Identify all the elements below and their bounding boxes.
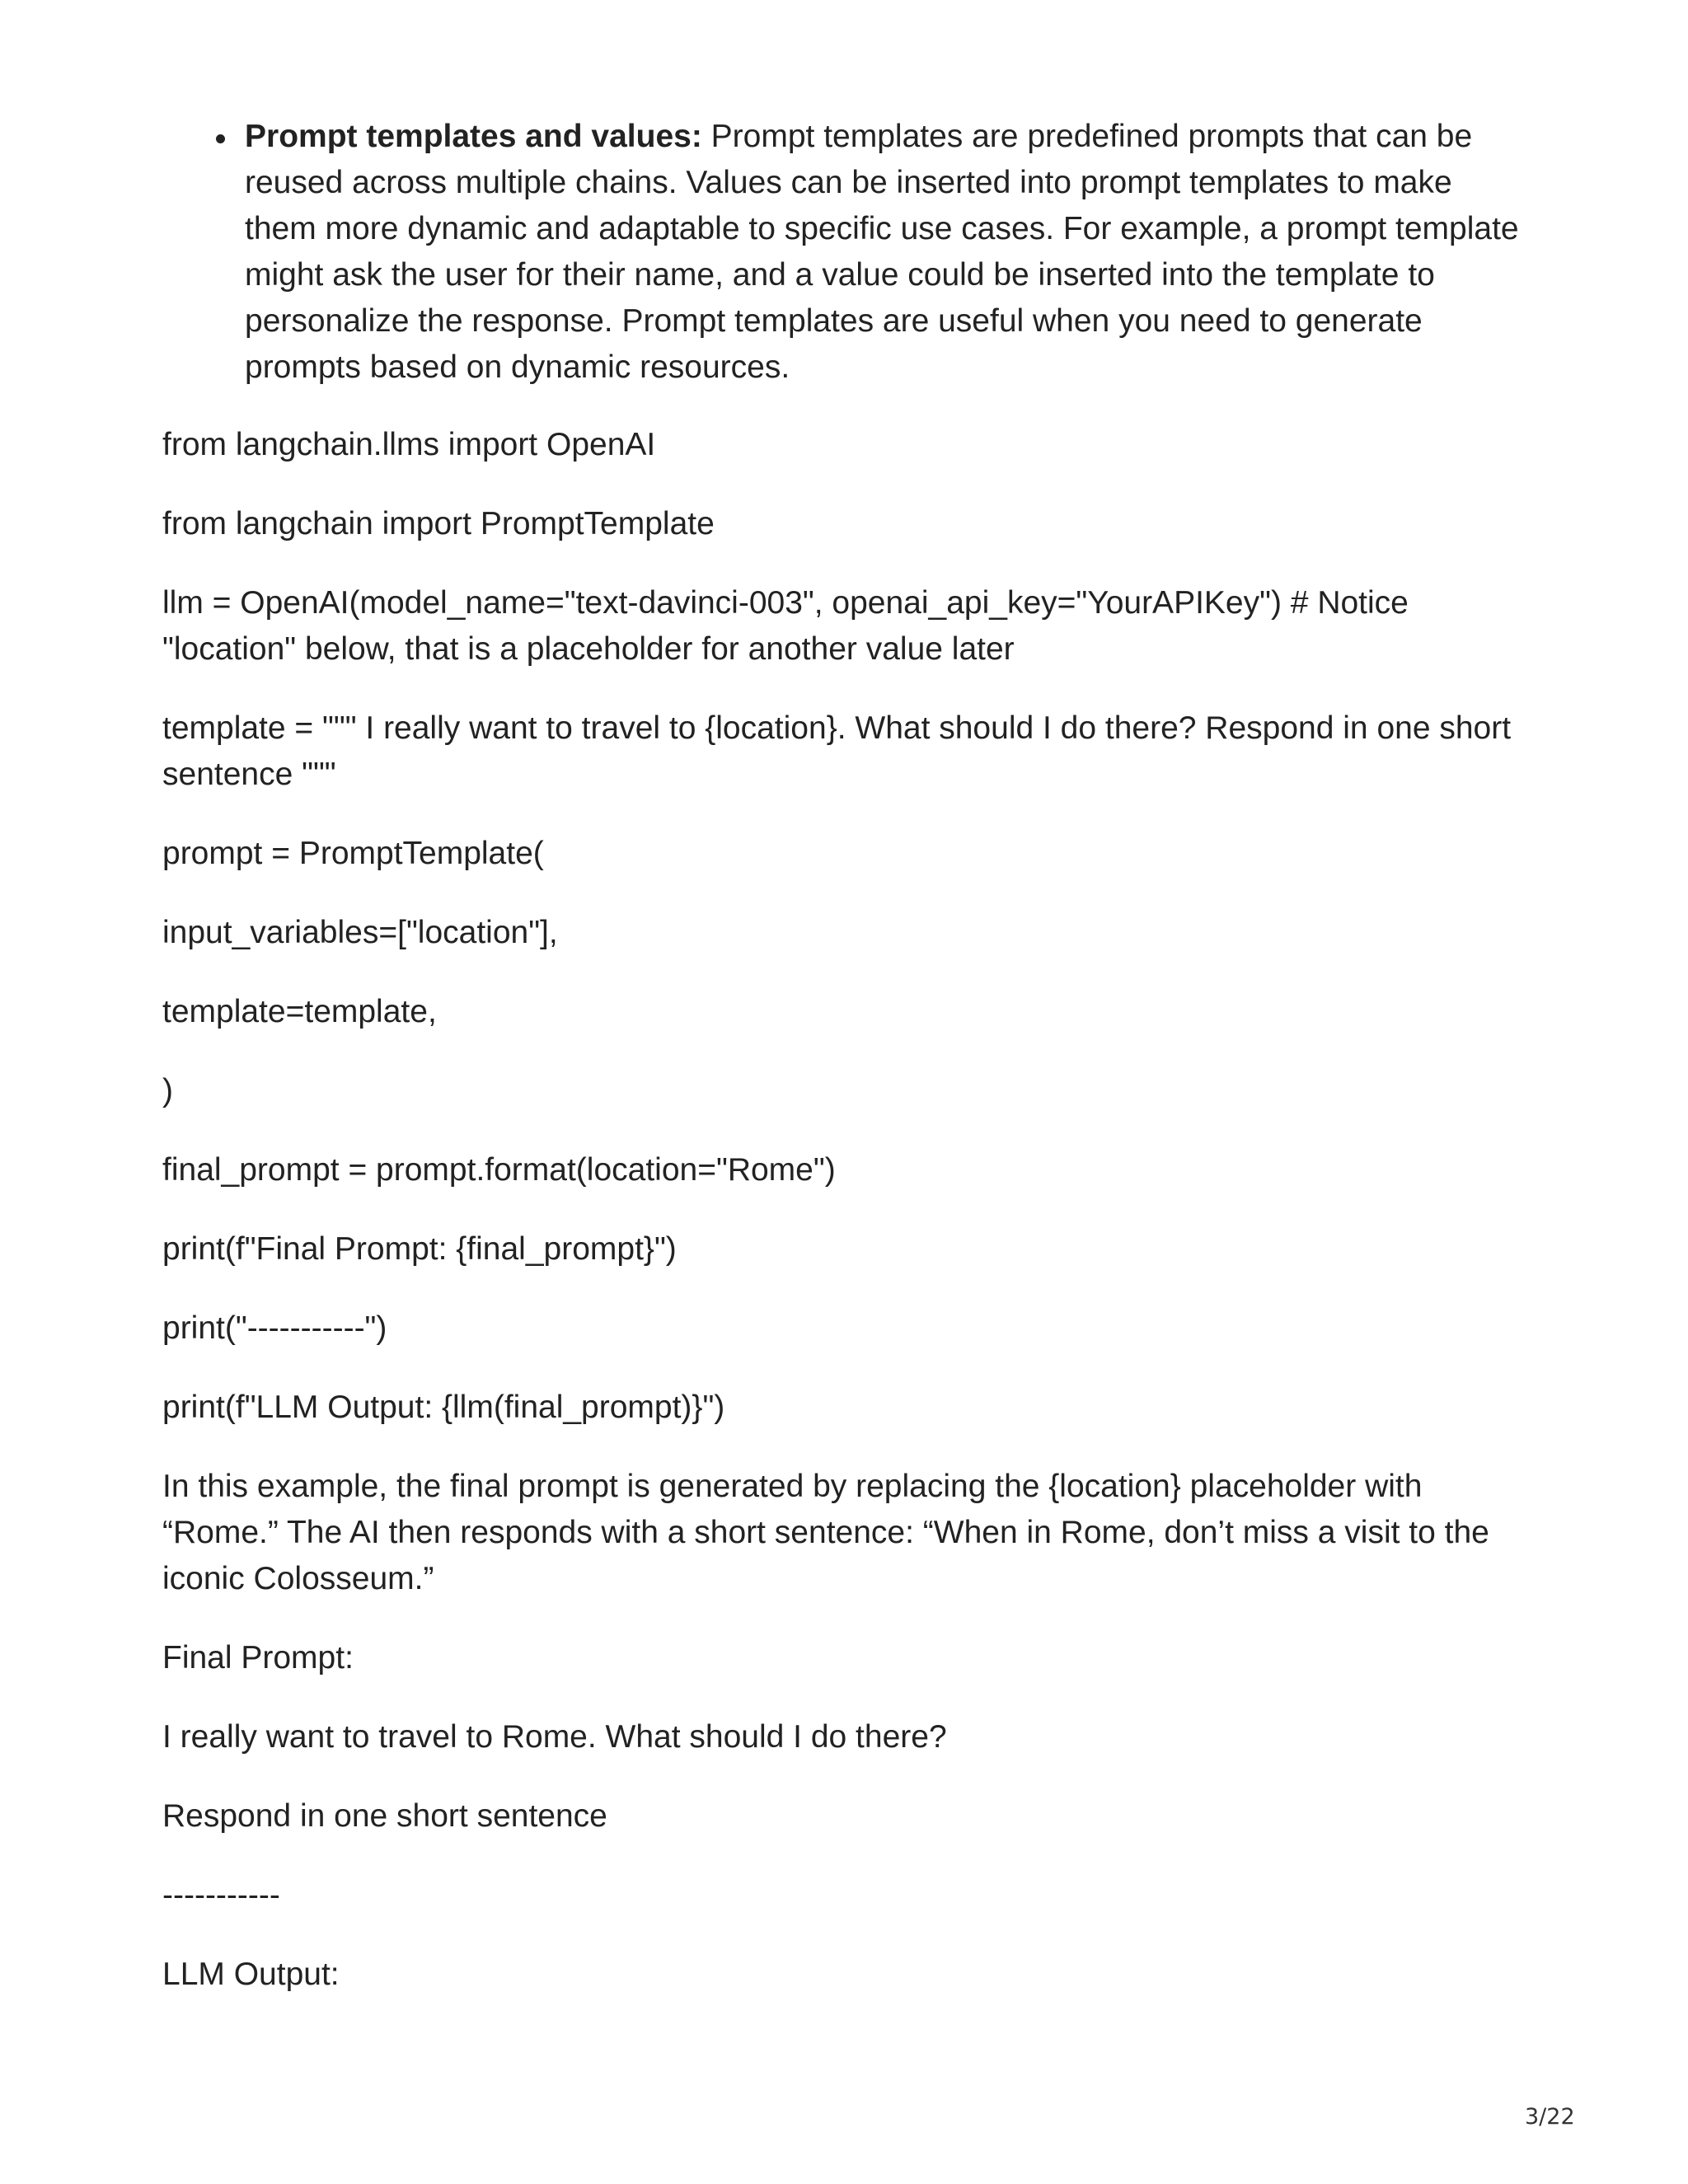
code-print-separator: print("-----------") <box>162 1310 387 1346</box>
code-print-final-prompt: print(f"Final Prompt: {final_prompt}") <box>162 1231 677 1267</box>
bullet-dot-icon <box>216 134 225 143</box>
code-final-prompt: final_prompt = prompt.format(location="Rome") <box>162 1152 836 1188</box>
code-input-variables: input_variables=["location"], <box>162 915 558 950</box>
code-prompt-open: prompt = PromptTemplate( <box>162 836 544 871</box>
output-final-prompt-line2: Respond in one short sentence <box>162 1798 607 1834</box>
bullet-item-prompt-templates <box>162 114 1531 391</box>
page-number: 3/22 <box>1525 2104 1575 2130</box>
code-template-arg: template=template, <box>162 994 437 1029</box>
code-llm-init: llm = OpenAI(model_name="text-davinci-003", openai_api_key="YourAPIKey") # Notice "location" below, that is a placeholder for another value later <box>162 585 1418 667</box>
bullet-text: Prompt templates are predefined prompts that can be reused across multiple chains. Values can be inserted into prompt templates to make them more dynamic and adaptable to specific use cases. For example, a prompt template might ask the user for their name, and a value could be inserted into the template to personalize the response. Prompt templates are useful when you need to generate prompts based on dynamic resources. <box>245 119 1519 385</box>
bullet-list <box>162 114 1531 391</box>
code-print-llm-output: print(f"LLM Output: {llm(final_prompt)}") <box>162 1390 725 1425</box>
output-llm-label: LLM Output: <box>162 1957 340 1992</box>
bullet-title: Prompt templates and values: <box>245 119 702 154</box>
document-body <box>162 114 1531 2031</box>
code-prompt-close: ) <box>162 1073 173 1108</box>
code-import-prompttemplate: from langchain import PromptTemplate <box>162 506 715 541</box>
output-final-prompt-label: Final Prompt: <box>162 1640 354 1675</box>
code-import-openai: from langchain.llms import OpenAI <box>162 427 656 462</box>
output-final-prompt-line1: I really want to travel to Rome. What should I do there? <box>162 1719 947 1755</box>
code-template-string: template = """ I really want to travel to {location}. What should I do there? Respond in one short sentence """ <box>162 710 1520 792</box>
output-separator: ----------- <box>162 1877 280 1913</box>
explanation-paragraph: In this example, the final prompt is generated by replacing the {location} placeholder with “Rome.” The AI then responds with a short sentence: “When in Rome, don’t miss a visit to the iconic Colosseum.” <box>162 1469 1498 1596</box>
